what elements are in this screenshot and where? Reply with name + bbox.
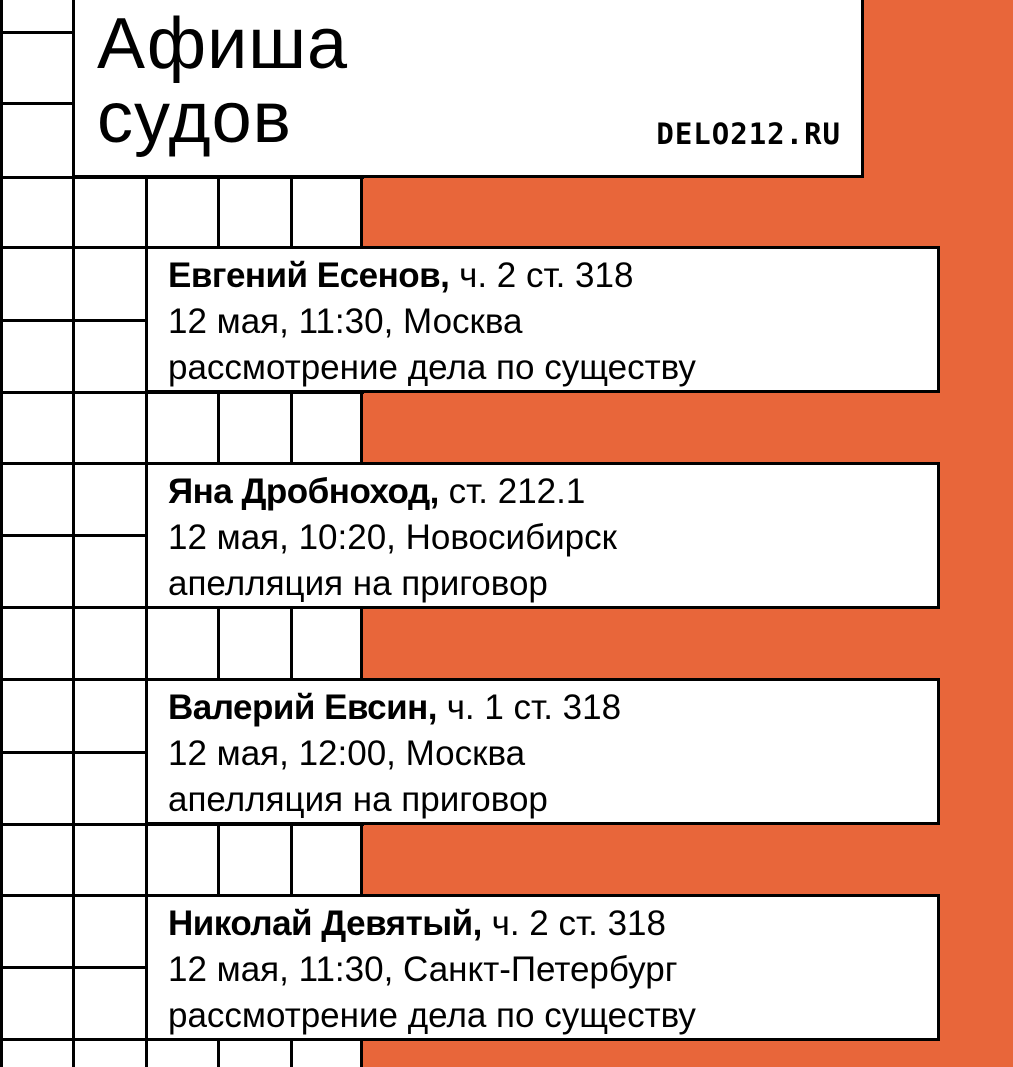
hearing-date-place: 12 мая, 10:20, Новосибирск bbox=[168, 518, 617, 557]
defendant-name: Евгений Есенов, bbox=[168, 256, 450, 295]
header-card bbox=[72, 0, 864, 178]
defendant-name: Яна Дробноход, bbox=[168, 472, 439, 511]
hearing-date-place: 12 мая, 11:30, Санкт-Петербург bbox=[168, 950, 678, 989]
case-card bbox=[145, 462, 940, 609]
hearing-date-place: 12 мая, 12:00, Москва bbox=[168, 734, 526, 773]
case-article: ч. 2 ст. 318 bbox=[459, 256, 634, 295]
hearing-stage: апелляция на приговор bbox=[168, 780, 548, 819]
case-article: ч. 1 ст. 318 bbox=[446, 688, 622, 727]
case-article: ч. 2 ст. 318 bbox=[491, 904, 666, 943]
case-card bbox=[145, 678, 940, 825]
case-card bbox=[145, 894, 940, 1041]
hearing-stage: апелляция на приговор bbox=[168, 564, 548, 603]
case-article: ст. 212.1 bbox=[448, 472, 586, 511]
title-line-2: судов bbox=[97, 78, 292, 158]
page-title bbox=[97, 4, 349, 158]
site-link[interactable]: DELO212.RU bbox=[656, 117, 841, 151]
case-card bbox=[145, 246, 940, 393]
hearing-stage: рассмотрение дела по существу bbox=[168, 996, 696, 1035]
title-line-1: Афиша bbox=[97, 4, 349, 84]
defendant-name: Валерий Евсин, bbox=[168, 688, 437, 727]
defendant-name: Николай Девятый, bbox=[168, 904, 482, 943]
hearing-date-place: 12 мая, 11:30, Москва bbox=[168, 302, 523, 341]
hearing-stage: рассмотрение дела по существу bbox=[168, 348, 696, 387]
